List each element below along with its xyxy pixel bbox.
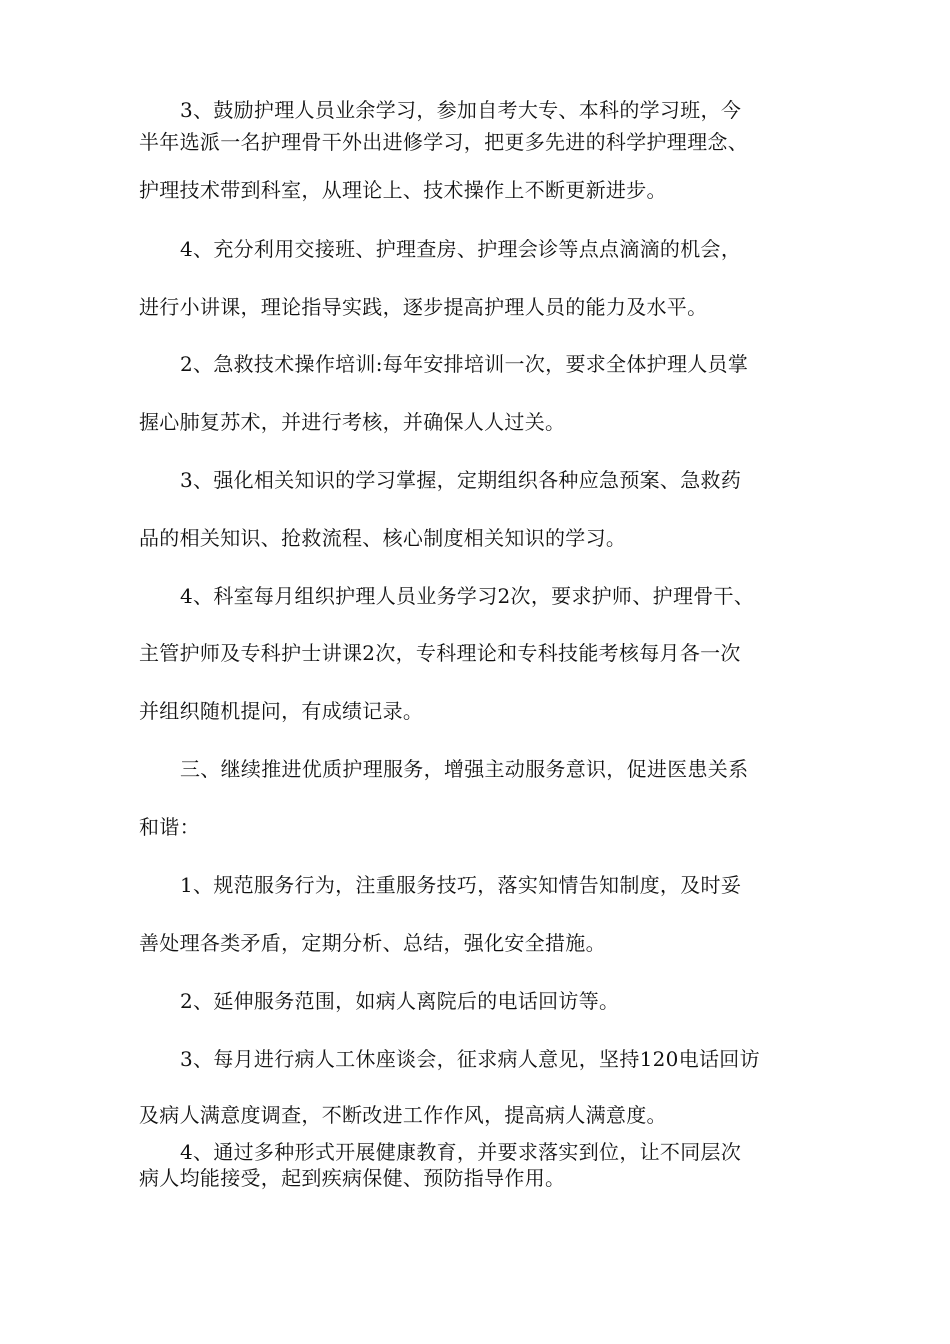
section-heading: 三、继续推进优质护理服务，增强主动服务意识，促进医患关系 (180, 757, 749, 781)
text-line: 3、鼓励护理人员业余学习，参加自考大专、本科的学习班，今 (180, 98, 742, 122)
text-line: 善处理各类矛盾，定期分析、总结，强化安全措施。 (139, 931, 606, 955)
text-line: 并组织随机提问，有成绩记录。 (139, 699, 424, 723)
text-line: 1、规范服务行为，注重服务技巧，落实知情告知制度，及时妥 (180, 873, 742, 897)
text-line: 2、急救技术操作培训:每年安排培训一次，要求全体护理人员掌 (180, 352, 749, 376)
text-line: 3、每月进行病人工休座谈会，征求病人意见，坚持120电话回访 (180, 1047, 760, 1071)
text-line: 2、延伸服务范围，如病人离院后的电话回访等。 (180, 989, 620, 1013)
text-line: 品的相关知识、抢救流程、核心制度相关知识的学习。 (139, 526, 627, 550)
text-line: 4、充分利用交接班、护理查房、护理会诊等点点滴滴的机会， (180, 237, 742, 261)
text-line: 4、通过多种形式开展健康教育，并要求落实到位，让不同层次 (180, 1140, 742, 1164)
text-line: 3、强化相关知识的学习掌握，定期组织各种应急预案、急救药 (180, 468, 742, 492)
text-line: 和谐： (139, 815, 200, 839)
text-line: 病人均能接受，起到疾病保健、预防指导作用。 (139, 1166, 566, 1190)
text-line: 进行小讲课，理论指导实践，逐步提高护理人员的能力及水平。 (139, 295, 708, 319)
text-line: 及病人满意度调查，不断改进工作作风，提高病人满意度。 (139, 1103, 667, 1127)
text-line: 4、科室每月组织护理人员业务学习2次，要求护师、护理骨干、 (180, 584, 755, 608)
text-line: 半年选派一名护理骨干外出进修学习，把更多先进的科学护理理念、 (139, 130, 748, 154)
text-line: 主管护师及专科护士讲课2次，专科理论和专科技能考核每月各一次 (139, 641, 741, 665)
text-line: 握心肺复苏术，并进行考核，并确保人人过关。 (139, 410, 566, 434)
text-line: 护理技术带到科室，从理论上、技术操作上不断更新进步。 (139, 178, 667, 202)
